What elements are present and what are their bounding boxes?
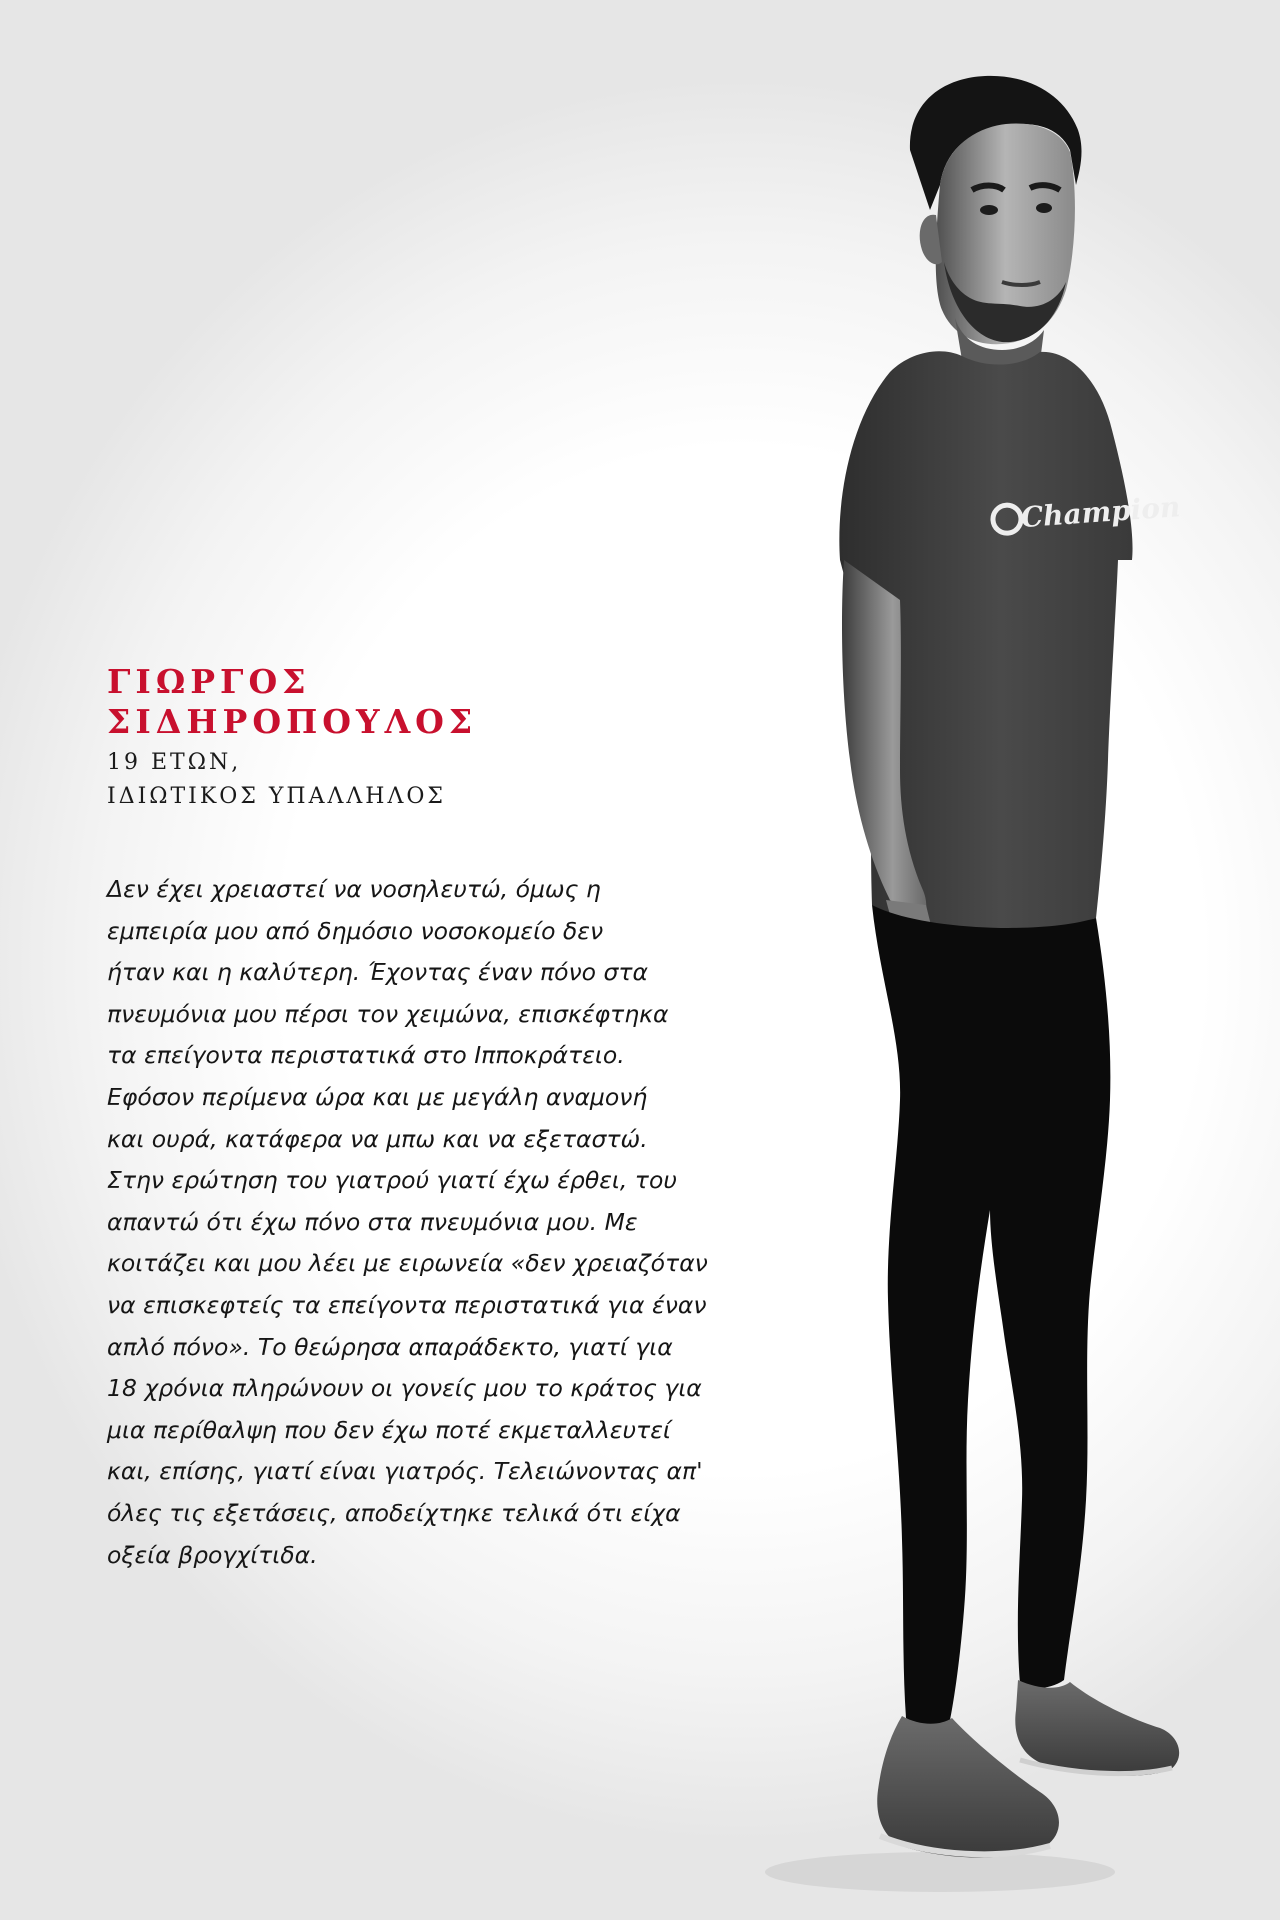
quote-line: ήταν και η καλύτερη. Έχοντας έναν πόνο στα: [107, 958, 648, 987]
quote-line: Στην ερώτηση του γιατρού γιατί έχω έρθει, του: [107, 1166, 677, 1195]
quote-line: 18 χρόνια πληρώνουν οι γονείς μου το κράτος για: [107, 1374, 702, 1403]
quote-line: κοιτάζει και μου λέει με ειρωνεία «δεν χρειαζόταν: [107, 1249, 708, 1278]
quote-line: απαντώ ότι έχω πόνο στα πνευμόνια μου. Με: [107, 1207, 638, 1236]
quote-line: όλες τις εξετάσεις, αποδείχτηκε τελικά ότι είχα: [107, 1498, 681, 1527]
quote-line: απλό πόνο». Το θεώρησα απαράδεκτο, γιατί για: [107, 1332, 673, 1361]
quote-line: και, επίσης, γιατί είναι γιατρός. Τελειώνοντας απ': [107, 1457, 703, 1486]
person-details: [107, 746, 707, 814]
quote-line: και ουρά, κατάφερα να μπω και να εξεταστώ.: [107, 1124, 648, 1153]
portrait-photo: [740, 0, 1280, 1920]
name-first: ΓΙΩΡΓΟΣ: [107, 662, 311, 701]
quote-line: εμπειρία μου από δημόσιο νοσοκομείο δεν: [107, 916, 604, 945]
quote-line: μια περίθαλψη που δεν έχω ποτέ εκμεταλλευτεί: [107, 1415, 671, 1444]
quote-line: πνευμόνια μου πέρσι τον χειμώνα, επισκέφτηκα: [107, 999, 669, 1028]
trousers: [872, 905, 1110, 1725]
quote-line: να επισκεφτείς τα επείγοντα περιστατικά για έναν: [107, 1290, 707, 1319]
testimony-quote: [107, 869, 707, 1576]
quote-line: οξεία βρογχίτιδα.: [107, 1540, 318, 1569]
quote-line: Εφόσον περίμενα ώρα και με μεγάλη αναμονή: [107, 1082, 648, 1111]
person-age: 19 ΕΤΩΝ,: [107, 750, 242, 775]
shoe-back: [1015, 1680, 1179, 1776]
profile-text-block: [107, 662, 707, 1576]
name-last: ΣΙΔΗΡΟΠΟΥΛΟΣ: [107, 702, 478, 741]
person-occupation: ΙΔΙΩΤΙΚΟΣ ΥΠΑΛΛΗΛΟΣ: [107, 784, 446, 809]
head: [910, 76, 1082, 344]
person-name: [107, 662, 707, 742]
quote-line: Δεν έχει χρειαστεί να νοσηλευτώ, όμως η: [107, 875, 601, 903]
quote-line: τα επείγοντα περιστατικά στο Ιπποκράτειο.: [107, 1041, 625, 1070]
floor-shadow: [765, 1852, 1115, 1892]
shirt-logo-text: Champion: [1019, 490, 1182, 535]
